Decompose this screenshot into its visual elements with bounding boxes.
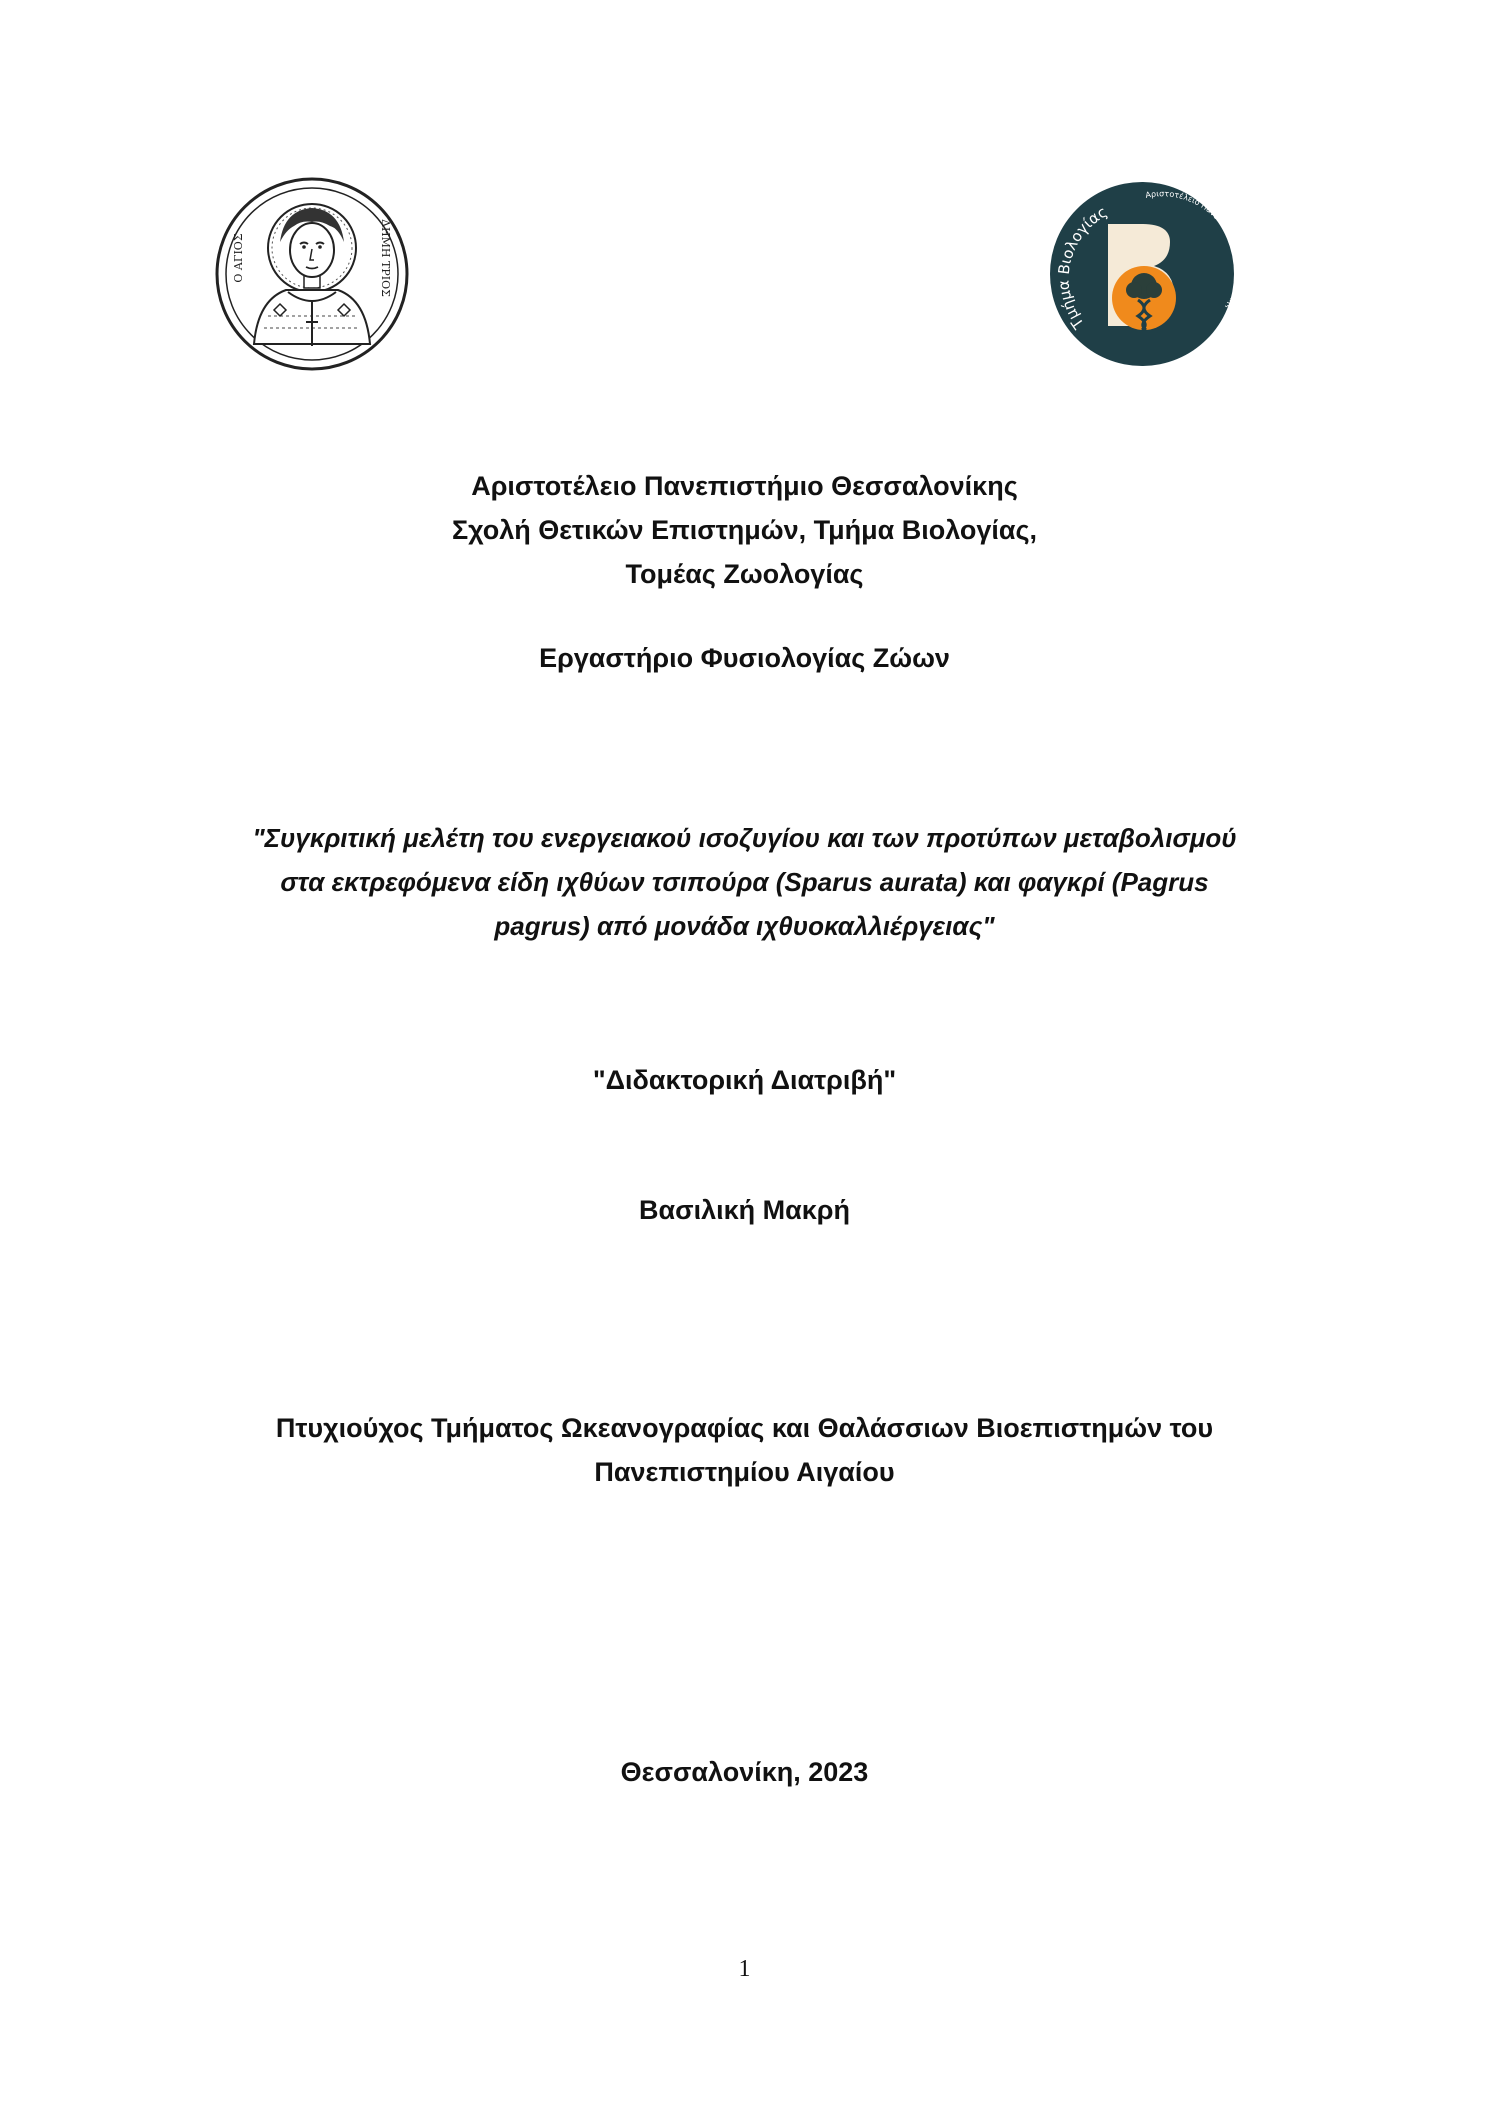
university-name: Αριστοτέλειο Πανεπιστήμιο Θεσσαλονίκης	[471, 471, 1018, 501]
biology-department-logo-icon	[1046, 176, 1238, 372]
thesis-title-line-2: στα εκτρεφόμενα είδη ιχθύων τσιπούρα (Sparus aurata) και φαγκρί (Pagrus	[280, 867, 1209, 897]
svg-text:Ο ΑΓΙΟΣ: Ο ΑΓΙΟΣ	[232, 233, 245, 283]
place-date: Θεσσαλονίκη, 2023	[620, 1757, 869, 1787]
svg-text:ΔΗΜΗ ΤΡΙΟΣ: ΔΗΜΗ ΤΡΙΟΣ	[379, 219, 392, 297]
sector-name: Τομέας Ζωολογίας	[625, 559, 864, 589]
svg-text:Τμήμα Βιολογίας: Τμήμα Βιολογίας	[1054, 202, 1111, 333]
document-type: "Διδακτορική Διατριβή"	[592, 1065, 897, 1095]
degree-line-2: Πανεπιστημίου Αιγαίου	[594, 1457, 895, 1487]
thesis-title-line-3: pagrus) από μονάδα ιχθυοκαλλιέργειας"	[494, 911, 995, 941]
page-number: 1	[738, 1956, 751, 1982]
author-name: Βασιλική Μακρή	[639, 1195, 850, 1225]
biology-department-logo	[1046, 176, 1238, 372]
school-department-name: Σχολή Θετικών Επιστημών, Τμήμα Βιολογίας,	[451, 515, 1038, 545]
svg-text:Αριστοτέλειο Πανεπιστήμιο Θεσσ: Αριστοτέλειο Πανεπιστήμι κης	[1144, 189, 1238, 312]
university-seal-icon	[214, 176, 410, 372]
thesis-title-line-1: "Συγκριτική μελέτη του ενεργειακού ισοζυγίου και των προτύπων μεταβολισμού	[252, 823, 1237, 853]
degree-line-1: Πτυχιούχος Τμήματος Ωκεανογραφίας και Θαλάσσιων Βιοεπιστημών του	[275, 1413, 1214, 1443]
university-seal-logo	[214, 176, 410, 372]
laboratory-name: Εργαστήριο Φυσιολογίας Ζώων	[539, 643, 950, 673]
